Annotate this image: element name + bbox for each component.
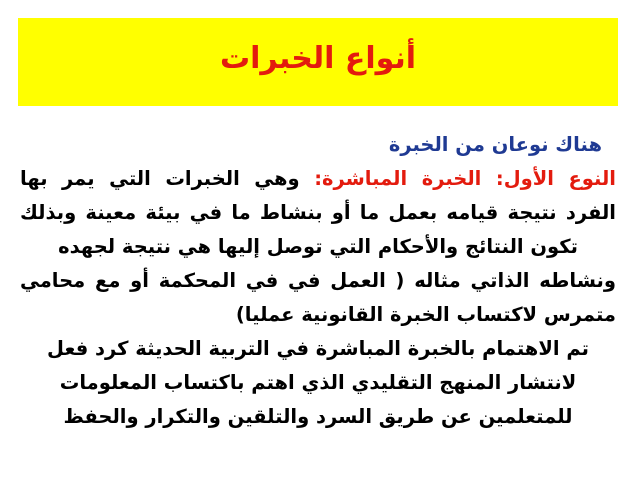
body-line: لانتشار المنهج التقليدي الذي اهتم باكتساب المعلومات (59, 371, 577, 394)
body-line: تكون النتائج والأحكام التي توصل إليها هي نتيجة لجهده (58, 235, 578, 258)
first-type-line (20, 162, 616, 196)
body-line: متمرس لاكتساب الخبرة القانونية عمليا) (235, 303, 616, 326)
first-type-subtitle: الخبرة المباشرة: (314, 167, 482, 190)
slide-body (20, 128, 616, 434)
title-banner (18, 18, 618, 106)
body-line: تم الاهتمام بالخبرة المباشرة في التربية الحديثة كرد فعل (47, 337, 589, 360)
slide-title: أنواع الخبرات (219, 40, 417, 76)
first-type-text: وهي الخبرات التي يمر بها (20, 167, 300, 190)
first-type-label: النوع الأول: (495, 167, 616, 190)
body-line: الفرد نتيجة قيامه بعمل ما أو بنشاط ما في بيئة معينة وبذلك (20, 201, 616, 224)
intro-line: هناك نوعان من الخبرة (388, 133, 602, 156)
body-line: للمتعلمين عن طريق السرد والتلقين والتكرار والحفظ (63, 405, 573, 428)
body-line: ونشاطه الذاتي مثاله ( العمل في في المحكمة أو مع محامي (20, 269, 616, 292)
